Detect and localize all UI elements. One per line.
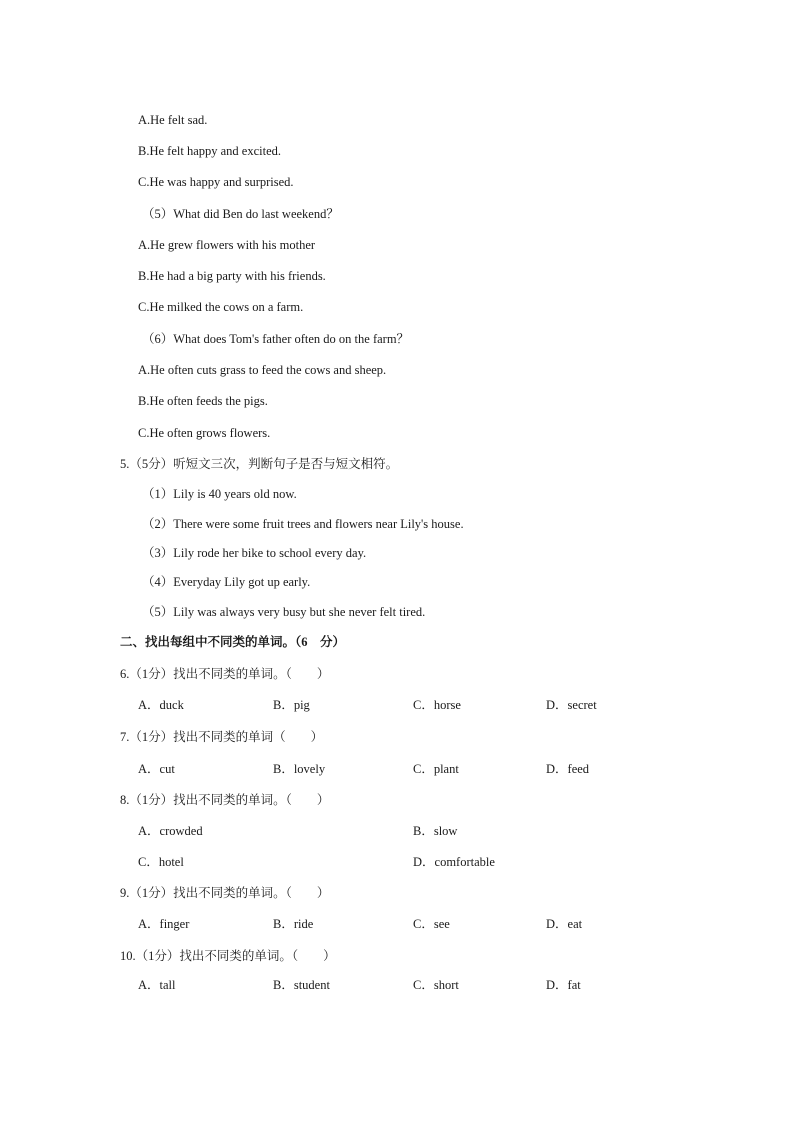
q10-option-b: B．student — [273, 978, 330, 992]
q4-6-option-b: B.He often feeds the pigs. — [138, 394, 268, 408]
q9-stem: 9.（1分）找出不同类的单词。（ ） — [120, 886, 330, 900]
q7-stem: 7.（1分）找出不同类的单词（ ） — [120, 730, 324, 744]
q9-option-c: C．see — [413, 917, 450, 931]
q7-option-b: B．lovely — [273, 762, 326, 776]
q8-option-c: C．hotel — [138, 855, 184, 869]
q10-stem: 10.（1分）找出不同类的单词。（ ） — [120, 949, 336, 963]
q10-option-a: A．tall — [138, 978, 176, 992]
q4-sub6-question: （6）What does Tom's father often do on the farm？ — [142, 332, 410, 346]
q4-5-option-c: C.He milked the cows on a farm. — [138, 300, 304, 314]
q7-option-a: A．cut — [138, 762, 175, 776]
q5-item-5: （5）Lily was always very busy but she never felt tired. — [142, 605, 426, 619]
q4-sub5-question: （5）What did Ben do last weekend？ — [142, 207, 339, 221]
q9-option-d: D．eat — [546, 917, 583, 931]
q9-option-b: B．ride — [273, 917, 314, 931]
q4-5-option-a: A.He grew flowers with his mother — [138, 238, 316, 252]
q5-stem: 5.（5分）听短文三次，判断句子是否与短文相符。 — [120, 457, 399, 471]
q4-3-option-c: C.He was happy and surprised. — [138, 175, 294, 189]
q4-6-option-c: C.He often grows flowers. — [138, 426, 271, 440]
q4-3-option-a: A.He felt sad. — [138, 113, 208, 127]
q5-item-1: （1）Lily is 40 years old now. — [142, 487, 297, 501]
q6-option-d: D．secret — [546, 698, 597, 712]
q7-option-d: D．feed — [546, 762, 590, 776]
q10-option-d: D．fat — [546, 978, 581, 992]
q6-option-b: B．pig — [273, 698, 310, 712]
q5-item-3: （3）Lily rode her bike to school every day. — [142, 546, 367, 560]
q5-item-4: （4）Everyday Lily got up early. — [142, 575, 311, 589]
q9-option-a: A．finger — [138, 917, 190, 931]
q5-item-2: （2）There were some fruit trees and flowers near Lily's house. — [142, 517, 464, 531]
q10-option-c: C．short — [413, 978, 459, 992]
q4-5-option-b: B.He had a big party with his friends. — [138, 269, 326, 283]
section-2-title: 二、找出每组中不同类的单词。（6 分） — [120, 635, 346, 649]
q6-option-c: C．horse — [413, 698, 461, 712]
q8-option-a: A．crowded — [138, 824, 203, 838]
q4-3-option-b: B.He felt happy and excited. — [138, 144, 282, 158]
q8-option-b: B．slow — [413, 824, 458, 838]
q8-option-d: D．comfortable — [413, 855, 495, 869]
q7-option-c: C．plant — [413, 762, 459, 776]
q8-stem: 8.（1分）找出不同类的单词。（ ） — [120, 793, 330, 807]
q6-option-a: A．duck — [138, 698, 184, 712]
q6-stem: 6.（1分）找出不同类的单词。（ ） — [120, 667, 330, 681]
q4-6-option-a: A.He often cuts grass to feed the cows and sheep. — [138, 363, 387, 377]
